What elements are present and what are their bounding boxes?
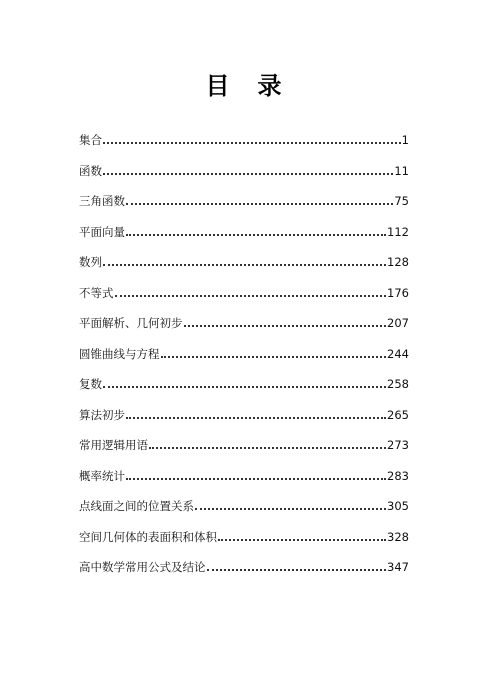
toc-entry-page: 347 xyxy=(387,560,409,574)
toc-entry-label: 圆锥曲线与方程 xyxy=(79,346,160,361)
toc-leader-dots xyxy=(195,504,386,510)
table-of-contents xyxy=(79,120,409,578)
toc-entry-page: 128 xyxy=(387,255,409,269)
toc-entry[interactable] xyxy=(79,517,409,544)
page-title-char-2: 录 xyxy=(257,72,284,100)
toc-entry-page: 112 xyxy=(387,224,409,239)
toc-entry-page: 11 xyxy=(394,163,409,178)
toc-entry[interactable] xyxy=(79,181,409,208)
toc-entry-page: 75 xyxy=(394,194,409,208)
toc-leader-dots xyxy=(149,443,386,449)
toc-entry-label: 函数 xyxy=(79,163,102,178)
toc-entry[interactable] xyxy=(79,151,409,178)
toc-entry[interactable] xyxy=(79,334,409,361)
page-title-char-1: 目 xyxy=(205,72,232,100)
toc-entry-label: 集合 xyxy=(79,133,102,147)
toc-leader-dots xyxy=(126,413,386,419)
toc-leader-dots xyxy=(103,169,393,175)
toc-leader-dots xyxy=(103,382,386,388)
toc-leader-dots xyxy=(103,138,401,144)
toc-entry-label: 复数 xyxy=(79,377,102,391)
toc-leader-dots xyxy=(161,352,387,358)
toc-entry-page: 305 xyxy=(387,499,409,513)
toc-entry-label: 平面解析、几何初步 xyxy=(79,316,183,330)
toc-entry[interactable] xyxy=(79,425,409,452)
toc-leader-dots xyxy=(126,230,386,236)
toc-leader-dots xyxy=(218,535,386,541)
toc-entry-page: 273 xyxy=(387,438,409,452)
toc-entry-label: 不等式 xyxy=(79,285,114,300)
toc-entry[interactable] xyxy=(79,547,409,574)
toc-entry-label: 高中数学常用公式及结论 xyxy=(79,560,206,574)
toc-entry[interactable] xyxy=(79,120,409,147)
toc-entry-page: 265 xyxy=(387,407,409,422)
toc-leader-dots xyxy=(184,321,387,327)
toc-entry-page: 283 xyxy=(387,468,409,483)
toc-leader-dots xyxy=(126,474,386,480)
toc-entry-label: 空间几何体的表面积和体积 xyxy=(79,529,217,544)
toc-entry-page: 176 xyxy=(387,285,409,300)
toc-entry-label: 常用逻辑用语 xyxy=(79,438,148,452)
toc-entry-label: 概率统计 xyxy=(79,468,125,483)
toc-entry-page: 1 xyxy=(401,133,409,147)
toc-entry[interactable] xyxy=(79,364,409,391)
toc-leader-dots xyxy=(207,565,387,571)
toc-leader-dots xyxy=(103,260,386,266)
page-title xyxy=(0,66,489,101)
toc-leader-dots xyxy=(126,199,393,205)
toc-entry-page: 258 xyxy=(387,377,409,391)
toc-entry[interactable] xyxy=(79,456,409,483)
toc-entry[interactable] xyxy=(79,212,409,239)
toc-entry-page: 207 xyxy=(387,316,409,330)
toc-entry-page: 328 xyxy=(387,529,409,544)
toc-entry[interactable] xyxy=(79,303,409,330)
toc-entry[interactable] xyxy=(79,486,409,513)
toc-entry[interactable] xyxy=(79,395,409,422)
toc-entry-label: 平面向量 xyxy=(79,224,125,239)
toc-entry[interactable] xyxy=(79,242,409,269)
toc-entry[interactable] xyxy=(79,273,409,300)
toc-entry-label: 数列 xyxy=(79,255,102,269)
toc-leader-dots xyxy=(115,291,387,297)
toc-entry-label: 点线面之间的位置关系 xyxy=(79,499,194,513)
toc-entry-label: 算法初步 xyxy=(79,407,125,422)
toc-entry-label: 三角函数 xyxy=(79,194,125,208)
toc-entry-page: 244 xyxy=(387,346,409,361)
